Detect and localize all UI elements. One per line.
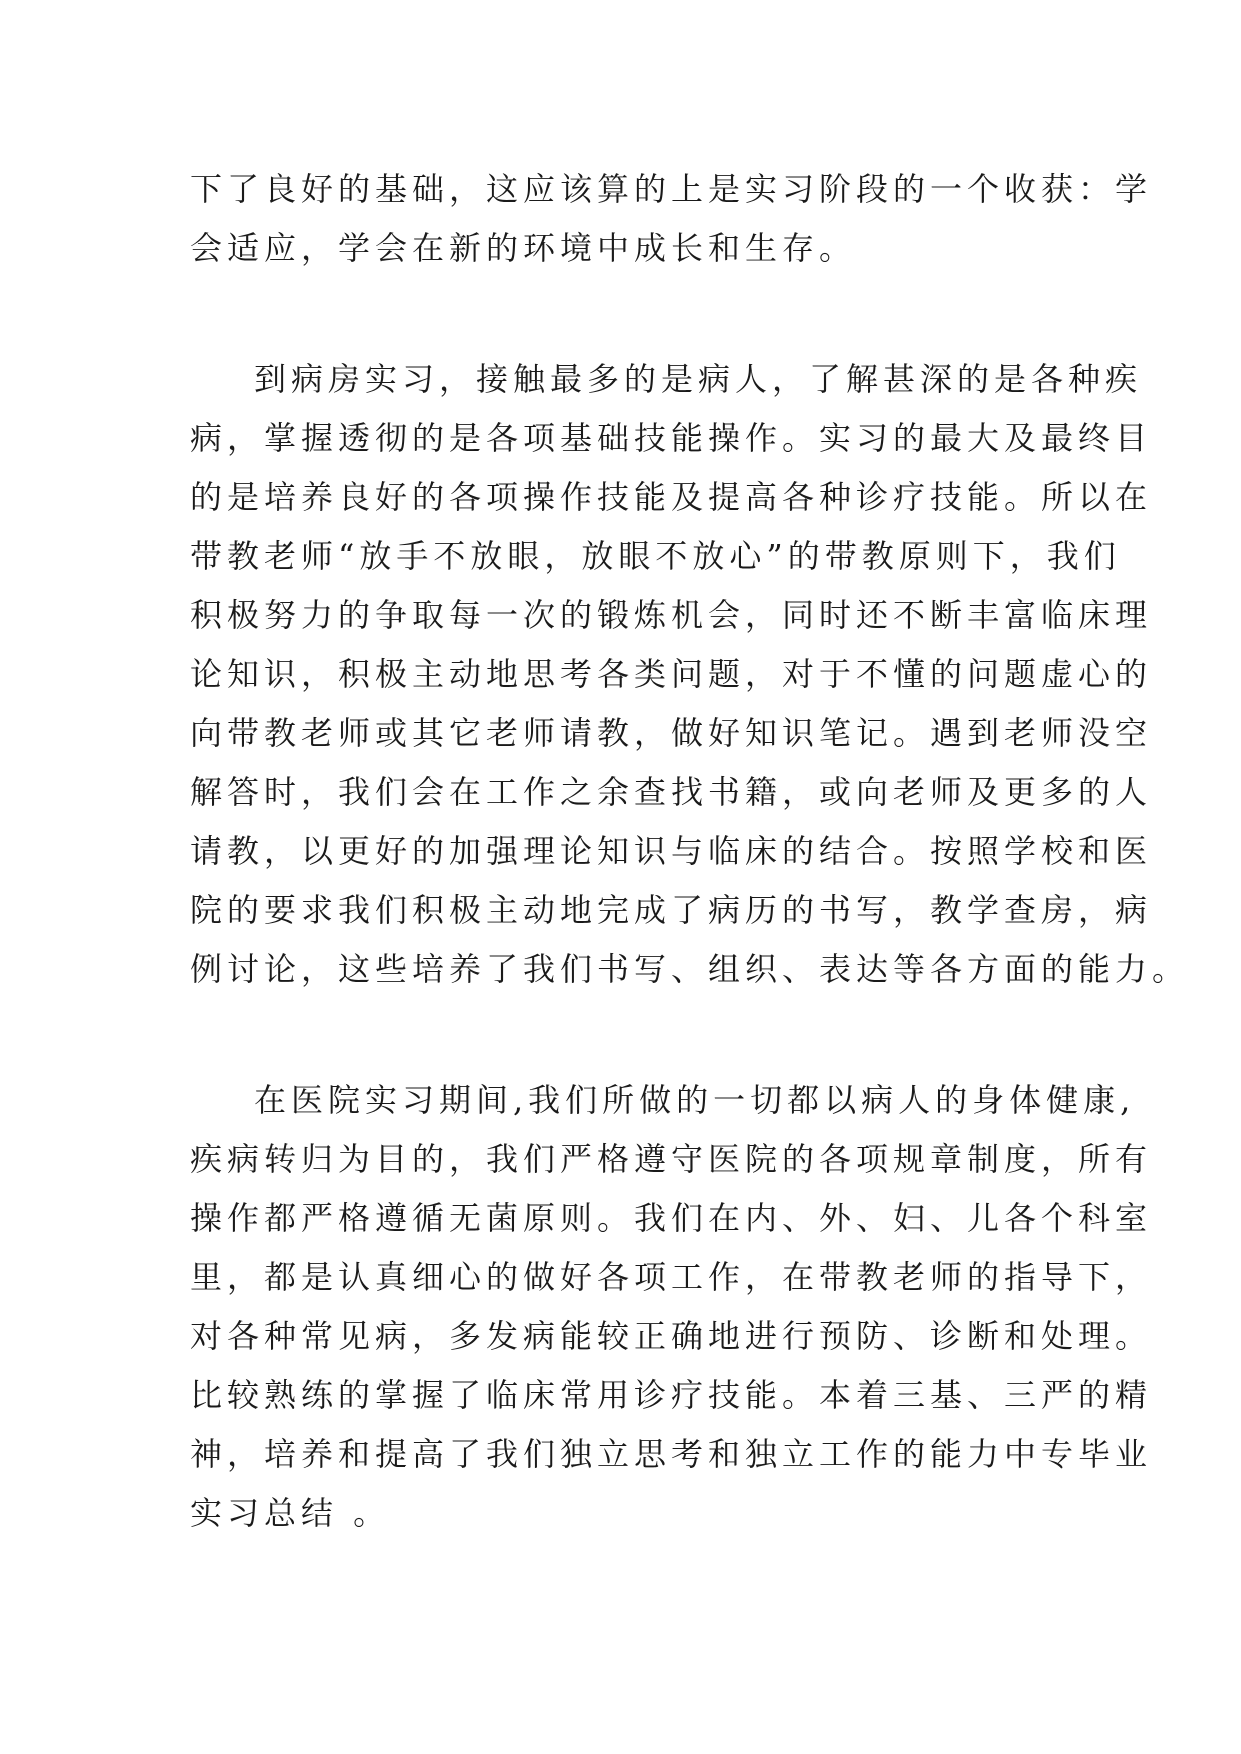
text-line: 下了良好的基础，这应该算的上是实习阶段的一个收获：学 bbox=[190, 170, 1153, 208]
text-line: 解答时，我们会在工作之余查找书籍，或向老师及更多的人 bbox=[190, 773, 1153, 811]
text-line: 在医院实习期间,我们所做的一切都以病人的身体健康, bbox=[254, 1081, 1136, 1119]
text-line: 论知识，积极主动地思考各类问题，对于不懂的问题虚心的 bbox=[190, 655, 1153, 693]
paragraph-3 bbox=[190, 1071, 1153, 1543]
text-line: 到病房实习，接触最多的是病人，了解甚深的是各种疾 bbox=[254, 360, 1143, 398]
document-body bbox=[190, 160, 1190, 1543]
text-line: 积极努力的争取每一次的锻炼机会，同时还不断丰富临床理 bbox=[190, 596, 1153, 634]
text-line: 神，培养和提高了我们独立思考和独立工作的能力中专毕业 bbox=[190, 1435, 1153, 1473]
text-line: 院的要求我们积极主动地完成了病历的书写，教学查房，病 bbox=[190, 891, 1153, 929]
paragraph-2 bbox=[190, 350, 1190, 999]
paragraph-gap bbox=[190, 999, 1050, 1071]
text-line: 会适应，学会在新的环境中成长和生存。 bbox=[190, 229, 857, 267]
text-line: 实习总结 。 bbox=[190, 1494, 391, 1532]
text-line: 病，掌握透彻的是各项基础技能操作。实习的最大及最终目 bbox=[190, 419, 1153, 457]
text-line: 比较熟练的掌握了临床常用诊疗技能。本着三基、三严的精 bbox=[190, 1376, 1153, 1414]
text-line: 例讨论，这些培养了我们书写、组织、表达等各方面的能力。 bbox=[190, 950, 1190, 988]
text-line: 带教老师“放手不放眼，放眼不放心”的带教原则下，我们 bbox=[190, 537, 1121, 575]
text-line: 里，都是认真细心的做好各项工作，在带教老师的指导下， bbox=[190, 1258, 1153, 1296]
paragraph-1 bbox=[190, 160, 1153, 278]
text-line: 疾病转归为目的，我们严格遵守医院的各项规章制度，所有 bbox=[190, 1140, 1153, 1178]
text-line: 向带教老师或其它老师请教，做好知识笔记。遇到老师没空 bbox=[190, 714, 1153, 752]
text-line: 操作都严格遵循无菌原则。我们在内、外、妇、儿各个科室 bbox=[190, 1199, 1153, 1237]
text-line: 请教，以更好的加强理论知识与临床的结合。按照学校和医 bbox=[190, 832, 1153, 870]
text-line: 的是培养良好的各项操作技能及提高各种诊疗技能。所以在 bbox=[190, 478, 1153, 516]
text-line: 对各种常见病，多发病能较正确地进行预防、诊断和处理。 bbox=[190, 1317, 1153, 1355]
paragraph-gap bbox=[190, 278, 1050, 350]
